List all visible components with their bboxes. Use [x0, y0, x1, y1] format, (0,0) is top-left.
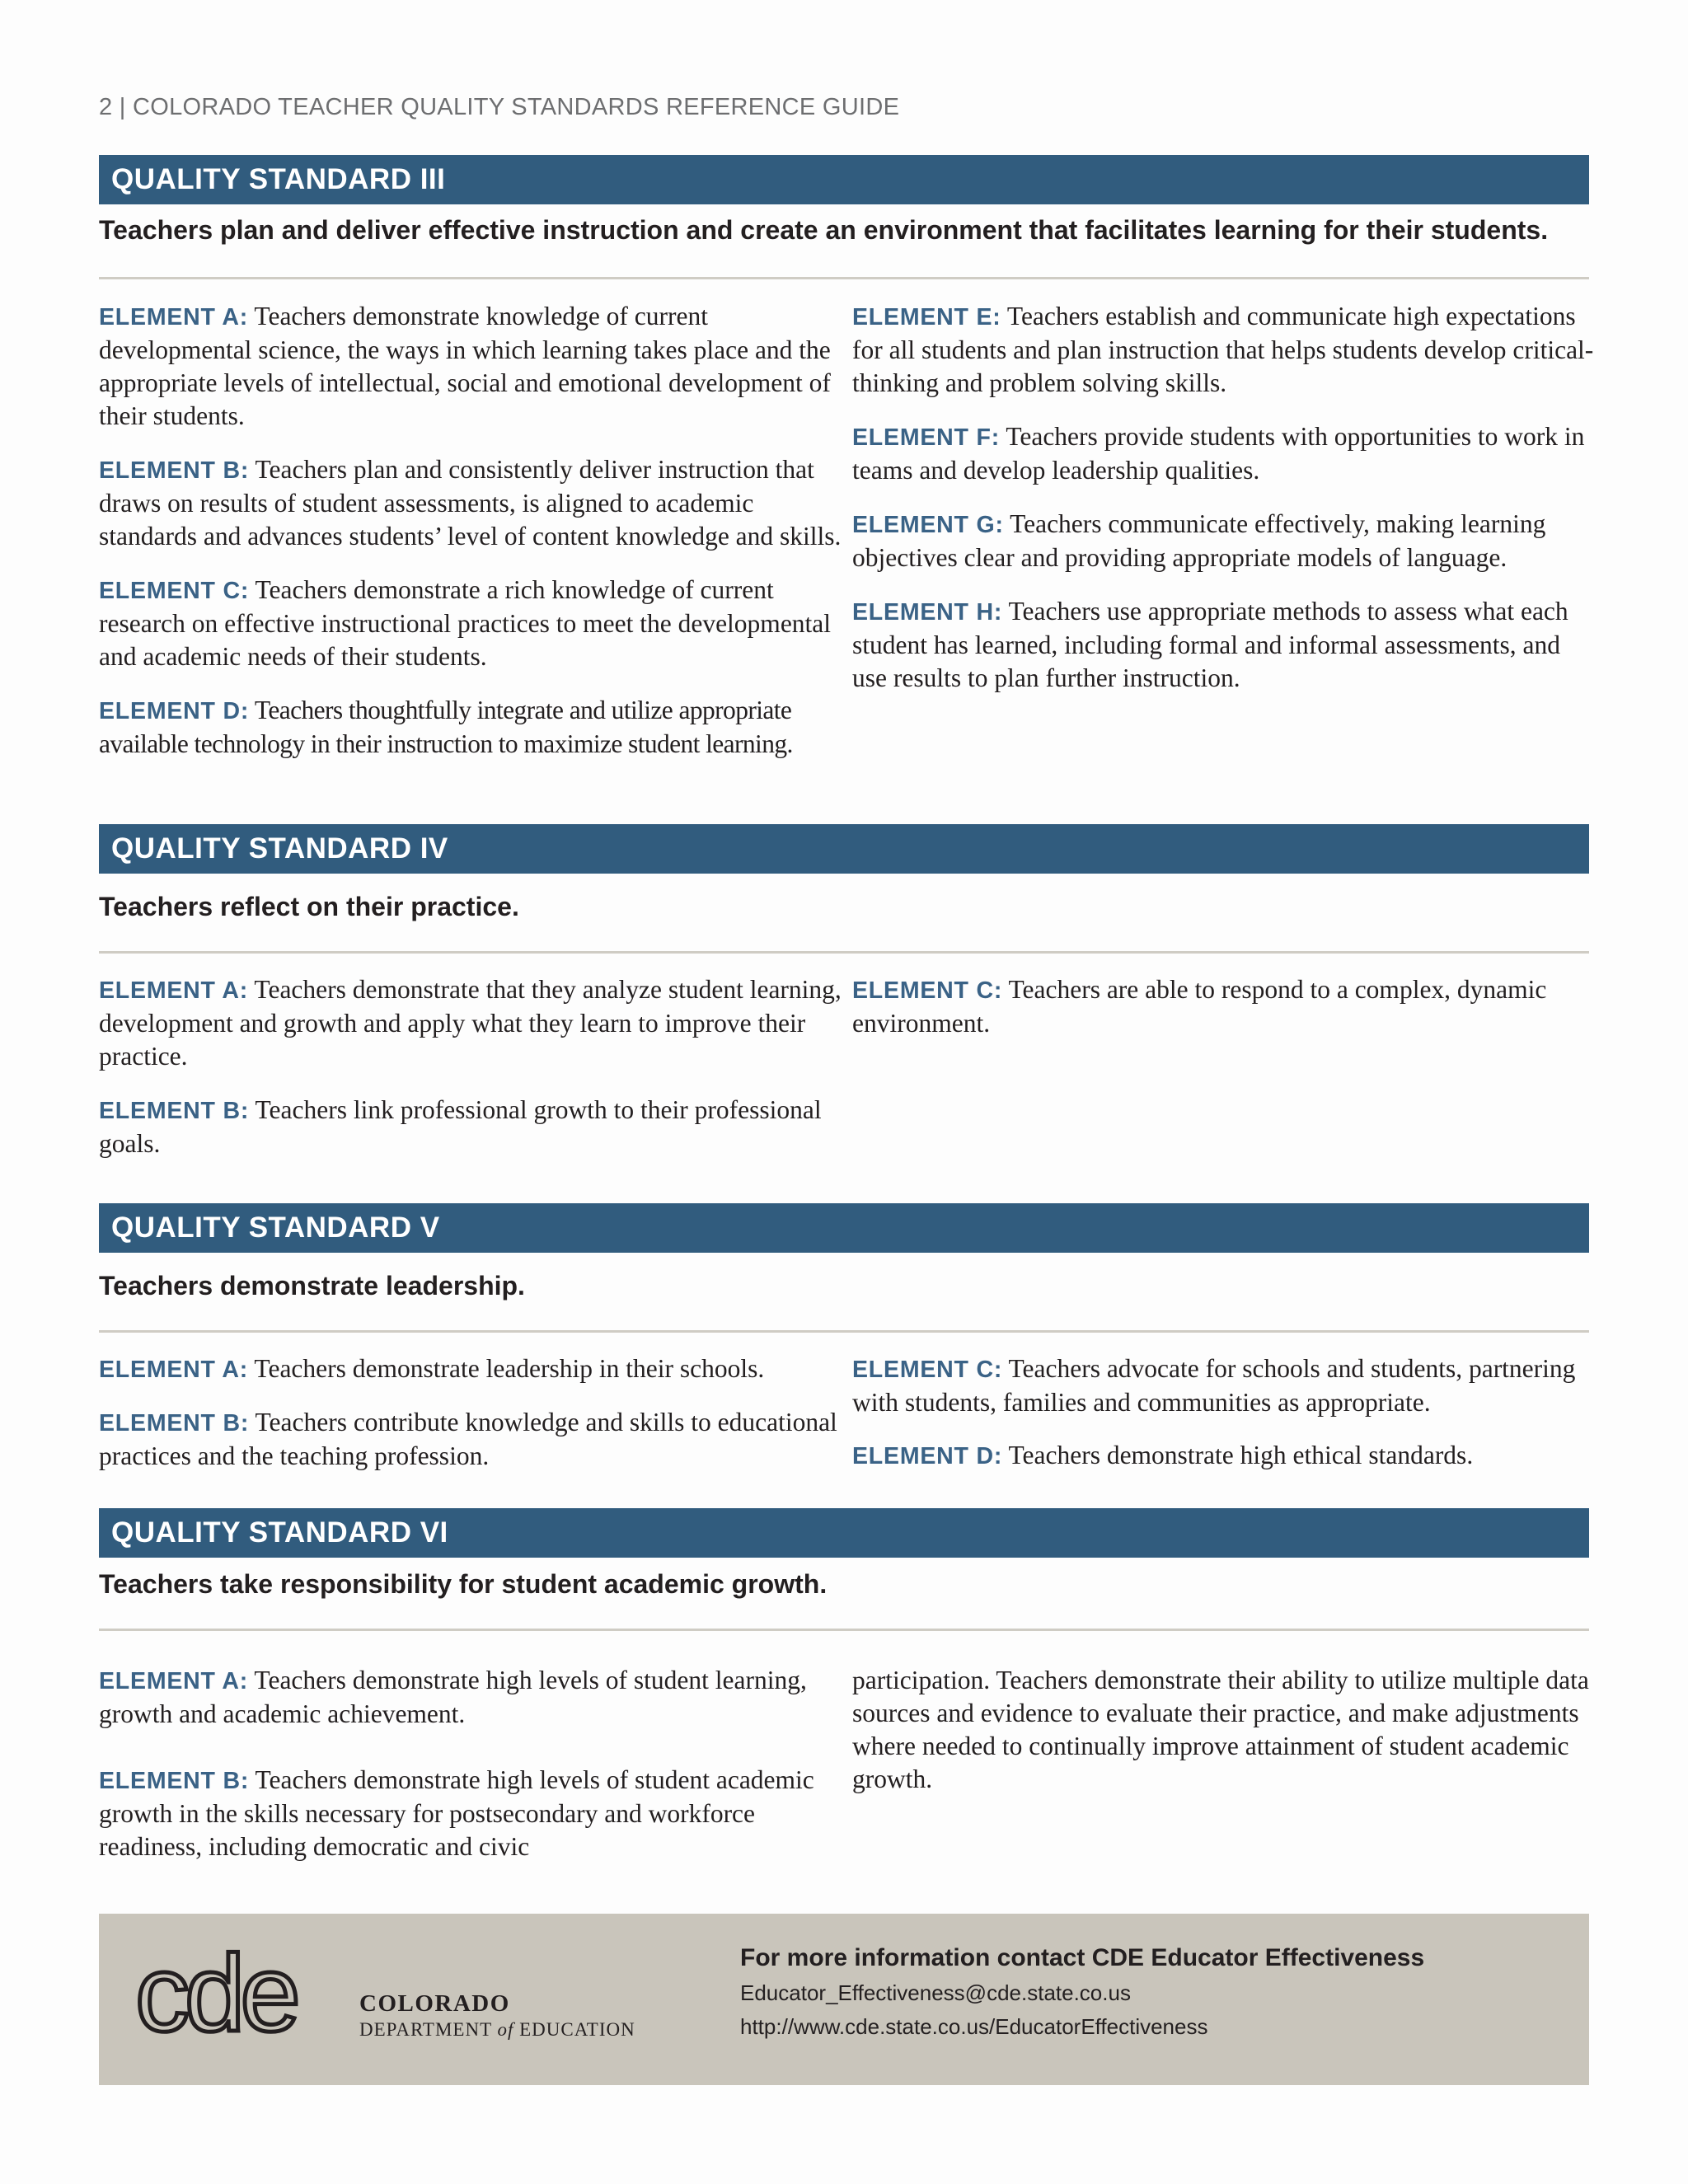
element-text: Teachers use appropriate methods to assess what each student has learned, including formal and informal assessments, and use results to plan further instruction.: [852, 597, 1568, 692]
standard-iii-element-a: [99, 300, 857, 433]
footer-contact-panel: [99, 1914, 1589, 2085]
logo-of: of: [497, 2019, 514, 2040]
element-label: ELEMENT B:: [99, 1768, 250, 1794]
element-text: Teachers are able to respond to a complex, dynamic environment.: [852, 975, 1547, 1038]
element-label: ELEMENT D:: [99, 698, 250, 724]
standard-vi-left-column: [99, 1664, 857, 1863]
logo-department: DEPARTMENT: [359, 2019, 492, 2040]
element-text: Teachers establish and communicate high expectations for all students and plan instruction that helps students develop critical-thinking and problem solving skills.: [852, 302, 1594, 397]
logo-education: EDUCATION: [519, 2019, 635, 2040]
element-label: ELEMENT G:: [852, 512, 1004, 538]
element-text: Teachers contribute knowledge and skills to educational practices and the teaching profession.: [99, 1408, 837, 1470]
contact-url-link[interactable]: http://www.cde.state.co.us/EducatorEffectiveness: [740, 2014, 1208, 2039]
standard-iii-right-column: [852, 300, 1594, 695]
standard-vi-element-a: [99, 1664, 857, 1731]
standard-iv-element-c: [852, 973, 1594, 1040]
standard-vi-right-column: [852, 1664, 1594, 1796]
standard-iv-title-bar: [99, 824, 1589, 874]
element-text: Teachers demonstrate that they analyze student learning, development and growth and apply what they learn to improve their practice.: [99, 975, 842, 1071]
element-label: ELEMENT E:: [852, 304, 1001, 330]
standard-v-element-b: [99, 1406, 857, 1473]
standard-iv-right-column: [852, 973, 1594, 1040]
cde-logo-letters: cde: [135, 1948, 296, 2047]
element-text: Teachers demonstrate high levels of student academic growth in the skills necessary for postsecondary and workforce readiness, including democratic and civic: [99, 1765, 814, 1861]
running-header: 2 | COLORADO TEACHER QUALITY STANDARDS REFERENCE GUIDE: [99, 94, 900, 120]
element-label: ELEMENT A:: [99, 304, 249, 330]
standard-vi-title: QUALITY STANDARD VI: [111, 1516, 448, 1549]
logo-text-department: [359, 2019, 635, 2041]
standard-v-element-d: [852, 1439, 1594, 1473]
contact-block: [740, 1942, 1424, 2042]
logo-text-colorado: COLORADO: [359, 1990, 510, 2017]
standard-iii-element-d: [99, 694, 857, 761]
cde-logo-mark: [135, 1948, 333, 2047]
element-label: ELEMENT H:: [852, 599, 1003, 626]
standard-iii-left-column: [99, 300, 857, 761]
element-label: ELEMENT C:: [99, 578, 250, 604]
standard-v-right-column: [852, 1352, 1594, 1473]
standard-vi-subtitle: Teachers take responsibility for student academic growth.: [99, 1569, 828, 1599]
standard-iv-left-column: [99, 973, 857, 1160]
standard-v-divider: [99, 1330, 1589, 1333]
standard-iv-element-a: [99, 973, 857, 1073]
element-text: Teachers demonstrate high levels of student learning, growth and academic achievement.: [99, 1666, 807, 1728]
standard-vi-element-b: [99, 1764, 857, 1863]
element-text: Teachers demonstrate knowledge of current developmental science, the ways in which learning takes place and the appropriate levels of intellectual, social and emotional development of their students.: [99, 302, 831, 430]
standard-vi-title-bar: [99, 1508, 1589, 1558]
element-text: Teachers provide students with opportunities to work in teams and develop leadership qualities.: [852, 422, 1585, 485]
standard-iii-element-b: [99, 453, 857, 553]
element-label: ELEMENT F:: [852, 424, 1000, 451]
standard-iv-subtitle: Teachers reflect on their practice.: [99, 892, 519, 921]
element-label: ELEMENT D:: [852, 1443, 1003, 1469]
standard-vi-element-b-continuation: participation. Teachers demonstrate their ability to utilize multiple data sources and evidence to evaluate their practice, and make adjustments where needed to continually improve attainment of student academic growth.: [852, 1666, 1589, 1793]
standard-v-title-bar: [99, 1203, 1589, 1253]
element-text: Teachers communicate effectively, making learning objectives clear and providing appropriate models of language.: [852, 509, 1546, 572]
standard-v-element-c: [852, 1352, 1594, 1419]
element-text: Teachers link professional growth to their professional goals.: [99, 1095, 822, 1158]
standard-v-element-a: [99, 1352, 857, 1386]
standard-iii-subtitle: Teachers plan and deliver effective instruction and create an environment that facilitates learning for their students.: [99, 215, 1549, 245]
element-label: ELEMENT B:: [99, 1098, 250, 1124]
contact-title: For more information contact CDE Educator Effectiveness: [740, 1944, 1425, 1971]
element-label: ELEMENT B:: [99, 1410, 250, 1436]
element-label: ELEMENT C:: [852, 977, 1003, 1004]
element-text: Teachers advocate for schools and students, partnering with students, families and communities as appropriate.: [852, 1354, 1576, 1417]
contact-email-link[interactable]: Educator_Effectiveness@cde.state.co.us: [740, 1980, 1131, 2005]
standard-iii-element-h: [852, 595, 1594, 695]
element-label: ELEMENT A:: [99, 977, 249, 1004]
element-label: ELEMENT B:: [99, 457, 250, 484]
standard-iii-title-bar: [99, 155, 1589, 204]
element-text: Teachers demonstrate leadership in their schools.: [254, 1354, 765, 1383]
standard-iii-title: QUALITY STANDARD III: [111, 163, 446, 195]
standard-vi-divider: [99, 1629, 1589, 1631]
element-text: Teachers demonstrate a rich knowledge of current research on effective instructional practices to meet the developmental and academic needs of their students.: [99, 575, 832, 671]
element-label: ELEMENT A:: [99, 1357, 249, 1383]
standard-iii-element-c: [99, 574, 857, 673]
standard-iii-element-e: [852, 300, 1594, 400]
element-label: ELEMENT A:: [99, 1668, 249, 1694]
standard-iv-divider: [99, 951, 1589, 954]
element-text: Teachers plan and consistently deliver instruction that draws on results of student assessments, is aligned to academic standards and advances students’ level of content knowledge and skills.: [99, 455, 842, 551]
element-text: Teachers demonstrate high ethical standards.: [1008, 1441, 1474, 1469]
standard-v-title: QUALITY STANDARD V: [111, 1212, 440, 1244]
standard-iv-element-b: [99, 1094, 857, 1160]
element-label: ELEMENT C:: [852, 1357, 1003, 1383]
standard-iii-divider: [99, 277, 1589, 279]
standard-iii-element-f: [852, 420, 1594, 487]
standard-v-left-column: [99, 1352, 857, 1473]
standard-v-subtitle: Teachers demonstrate leadership.: [99, 1271, 525, 1301]
standard-iii-element-g: [852, 508, 1594, 574]
element-text: Teachers thoughtfully integrate and utilize appropriate available technology in their instruction to maximize student learning.: [99, 696, 793, 758]
standard-iv-title: QUALITY STANDARD IV: [111, 832, 448, 865]
cde-logo: [135, 1948, 635, 2047]
